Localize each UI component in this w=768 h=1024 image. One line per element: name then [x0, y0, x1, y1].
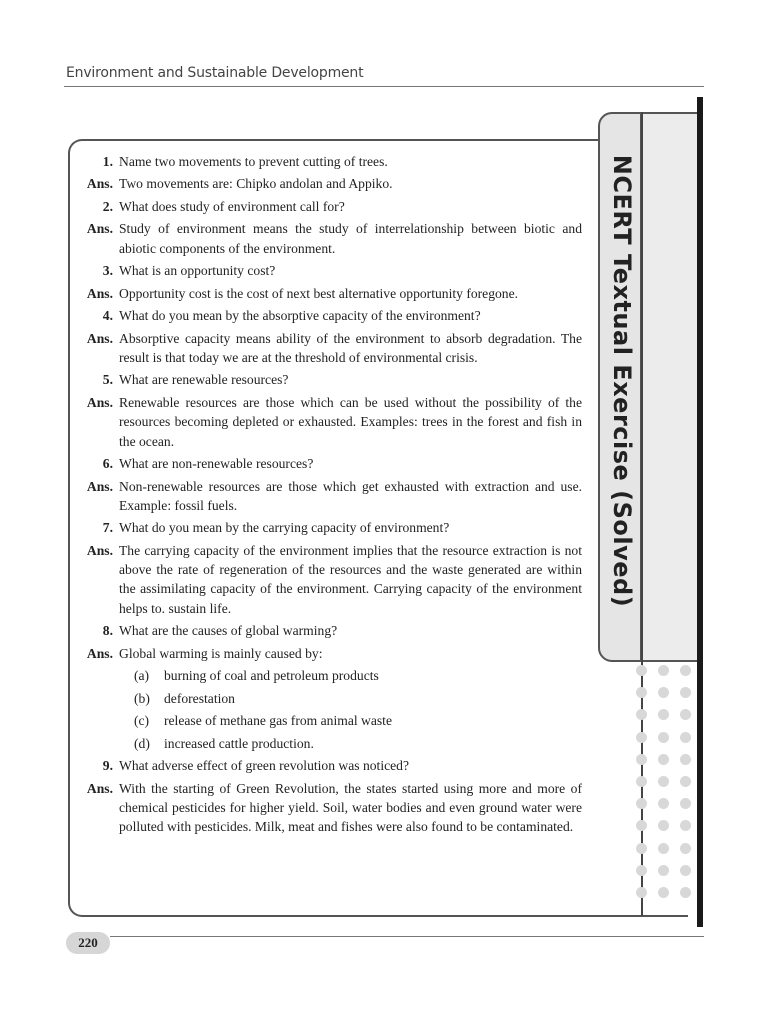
item-label: 3.	[102, 263, 113, 279]
item-text: Global warming is mainly caused by:	[119, 645, 323, 661]
item-label: 2.	[102, 198, 113, 214]
answer-8	[70, 644, 582, 663]
sub-text: release of methane gas from animal waste	[164, 713, 392, 729]
item-label: Ans.	[86, 285, 113, 301]
question-6	[70, 454, 582, 473]
item-label: 5.	[102, 372, 113, 388]
sub-label: (a)	[134, 668, 150, 684]
item-label: Ans.	[86, 478, 113, 494]
decorative-dot	[658, 665, 669, 676]
decorative-dot	[680, 776, 691, 787]
answer-4	[70, 329, 582, 368]
item-text: What do you mean by the absorptive capacity of the environment?	[119, 308, 481, 324]
decorative-dot	[658, 865, 669, 876]
item-text: With the starting of Green Revolution, the states started using more and more of chemical pesticides for higher yield. Soil, water bodies and even ground water were polluted with pesticides. Milk, meat and fishes were also found to be contaminated.	[119, 780, 582, 835]
decorative-dot	[636, 843, 647, 854]
sub-label: (d)	[134, 735, 150, 751]
list-item	[70, 711, 582, 730]
item-label: Ans.	[86, 645, 113, 661]
decorative-dot	[680, 887, 691, 898]
decorative-dot	[680, 820, 691, 831]
item-label: Ans.	[86, 780, 113, 796]
item-label: Ans.	[86, 542, 113, 558]
header-rule	[64, 86, 704, 87]
decorative-dot	[680, 843, 691, 854]
decorative-dot	[658, 843, 669, 854]
item-label: Ans.	[86, 221, 113, 237]
question-1	[70, 152, 582, 171]
item-text: What are the causes of global warming?	[119, 623, 338, 639]
decorative-dot	[680, 754, 691, 765]
decorative-dot	[636, 709, 647, 720]
running-head: Environment and Sustainable Development	[66, 65, 364, 81]
item-text: What does study of environment call for?	[119, 198, 345, 214]
item-label: Ans.	[86, 394, 113, 410]
item-label: Ans.	[86, 176, 113, 192]
decorative-dot	[636, 665, 647, 676]
decorative-dot	[658, 798, 669, 809]
decorative-dot	[658, 820, 669, 831]
item-label: 1.	[102, 154, 113, 169]
item-label: 8.	[102, 623, 113, 639]
question-9	[70, 756, 582, 775]
sub-text: increased cattle production.	[164, 735, 314, 751]
item-label: 4.	[102, 308, 113, 324]
decorative-dot	[658, 687, 669, 698]
decorative-dot	[658, 754, 669, 765]
decorative-dot	[636, 887, 647, 898]
question-5	[70, 370, 582, 389]
decorative-dot	[636, 865, 647, 876]
decorative-dot	[680, 798, 691, 809]
decorative-dot	[680, 865, 691, 876]
item-text: What do you mean by the carrying capacity of environment?	[119, 520, 450, 536]
answer-7	[70, 541, 582, 618]
decorative-dot	[636, 798, 647, 809]
question-8	[70, 621, 582, 640]
item-text: What are renewable resources?	[119, 372, 289, 388]
item-text: Study of environment means the study of interrelationship between biotic and abiotic components of the environment.	[119, 221, 582, 256]
item-text: Non-renewable resources are those which get exhausted with extraction and use. Example: fossil fuels.	[119, 478, 582, 513]
decorative-dot	[658, 732, 669, 743]
side-title: NCERT Textual Exercise (Solved)	[608, 154, 636, 608]
decorative-dot	[636, 754, 647, 765]
item-label: 7.	[102, 520, 113, 536]
item-text: Renewable resources are those which can be used without the possibility of the resources becoming depleted or exhausted. Examples: trees in the forest and fish in the ocean.	[119, 394, 582, 449]
item-text: What is an opportunity cost?	[119, 263, 276, 279]
sub-text: burning of coal and petroleum products	[164, 668, 379, 684]
question-3	[70, 261, 582, 280]
sub-label: (b)	[134, 690, 150, 706]
answer-6	[70, 477, 582, 516]
answer-2	[70, 219, 582, 258]
decorative-dot	[658, 709, 669, 720]
item-text: Two movements are: Chipko andolan and Appiko.	[119, 176, 393, 192]
list-item	[70, 666, 582, 685]
list-item	[70, 689, 582, 708]
question-4	[70, 306, 582, 325]
decorative-dot	[636, 732, 647, 743]
item-text: The carrying capacity of the environment implies that the resource extraction is not above the rate of regeneration of the resources and the waste generated are within the assimilating capacity of the environment. Carrying capacity of the environment helps to. sustain life.	[119, 542, 582, 616]
question-answer-list	[70, 152, 582, 840]
dot-pattern	[633, 664, 697, 908]
decorative-dot	[636, 820, 647, 831]
decorative-dot	[680, 709, 691, 720]
side-strip	[642, 112, 697, 662]
answer-1	[70, 174, 582, 193]
edge-bar	[697, 97, 703, 927]
list-item	[70, 734, 582, 753]
question-7	[70, 518, 582, 537]
decorative-dot	[680, 665, 691, 676]
item-label: Ans.	[86, 330, 113, 346]
decorative-dot	[658, 887, 669, 898]
answer-3	[70, 284, 582, 303]
footer-rule	[110, 936, 704, 937]
item-text: What adverse effect of green revolution was noticed?	[119, 758, 409, 774]
decorative-dot	[680, 732, 691, 743]
decorative-dot	[680, 687, 691, 698]
item-label: 6.	[102, 456, 113, 472]
page-number: 220	[66, 932, 110, 954]
sub-text: deforestation	[164, 690, 235, 706]
answer-9	[70, 779, 582, 837]
item-text: Absorptive capacity means ability of the environment to absorb degradation. The result is that today we are at the threshold of environmental crisis.	[119, 330, 582, 365]
decorative-dot	[658, 776, 669, 787]
decorative-dot	[636, 687, 647, 698]
answer-5	[70, 393, 582, 451]
item-text: What are non-renewable resources?	[119, 456, 314, 472]
item-text: Opportunity cost is the cost of next best alternative opportunity foregone.	[119, 285, 519, 301]
decorative-dot	[636, 776, 647, 787]
question-2	[70, 197, 582, 216]
item-label: 9.	[102, 758, 113, 774]
sub-label: (c)	[134, 713, 150, 729]
item-text: Name two movements to prevent cutting of trees.	[119, 154, 388, 169]
